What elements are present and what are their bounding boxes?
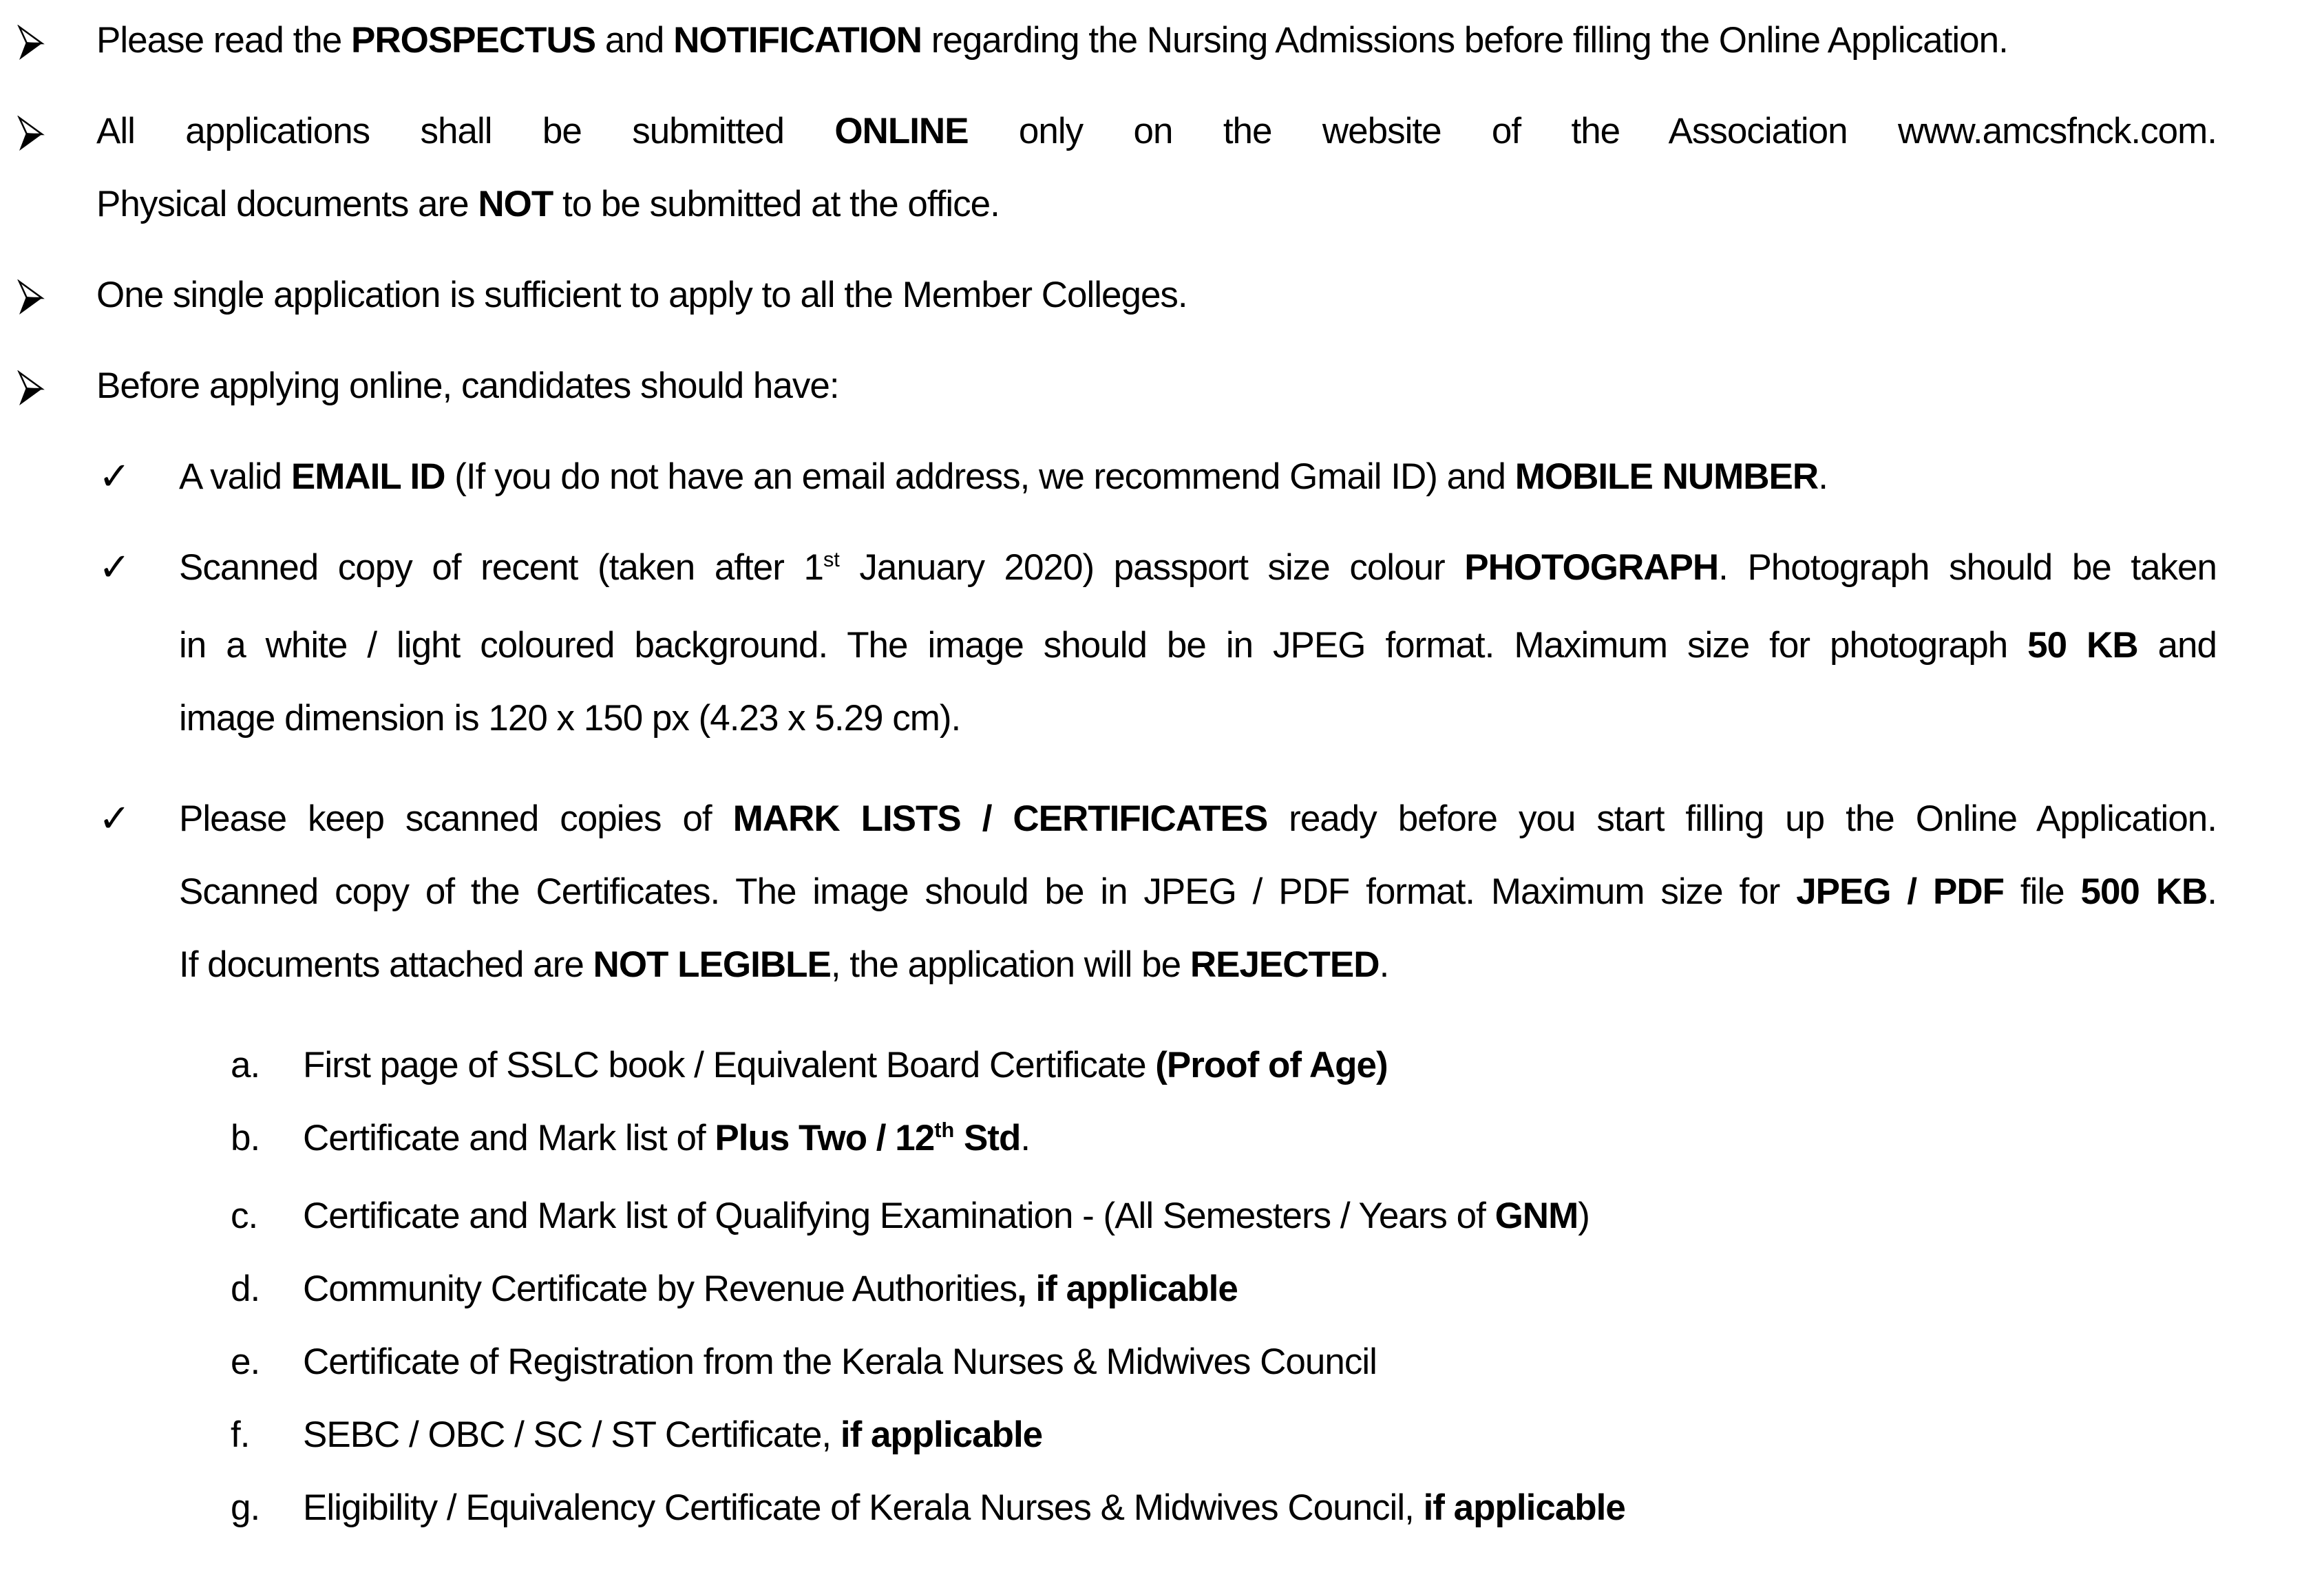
text-line — [96, 168, 2217, 241]
list-letter: g. — [231, 1487, 260, 1528]
text-run: Scanned copy of recent (taken after 1 — [179, 547, 823, 588]
text-run: If documents attached are — [179, 944, 593, 985]
text-line — [303, 1472, 2217, 1545]
list-item-c — [0, 1180, 2217, 1253]
text-line — [179, 609, 2217, 682]
text-run: . — [1020, 1118, 1031, 1158]
bold-text-run: (Proof of Age) — [1155, 1045, 1388, 1085]
text-line — [96, 350, 2217, 423]
text-run: , the application will be — [830, 944, 1190, 985]
check-bullet-icon: ✓ — [98, 796, 131, 841]
text-run: Physical documents are — [96, 184, 478, 224]
text-run: . — [1818, 456, 1828, 497]
text-run: . — [2207, 871, 2217, 912]
list-letter: e. — [231, 1341, 260, 1382]
text-run: One single application is sufficient to apply to all the Member Colleges. — [96, 275, 1187, 315]
text-run: . — [1379, 944, 1389, 985]
bold-text-run: ONLINE — [834, 111, 969, 151]
bold-text-run: 500 KB — [2080, 871, 2208, 912]
bullet-paragraph-single-application — [0, 259, 2217, 332]
text-run: Please keep scanned copies of — [179, 798, 733, 839]
text-run: Scanned copy of the Certificates. The image should be in JPEG / PDF format. Maximum size for — [179, 871, 1797, 912]
bold-text-run: MARK LISTS / CERTIFICATES — [732, 798, 1268, 839]
text-line — [303, 1326, 2217, 1399]
bullet-paragraph-online-only — [0, 95, 2217, 241]
text-line — [96, 95, 2217, 168]
list-letter: b. — [231, 1118, 260, 1158]
text-line — [96, 259, 2217, 332]
text-line — [179, 783, 2217, 856]
text-run: Certificate and Mark list of — [303, 1118, 715, 1158]
text-run: in a white / light coloured background. The image should be in JPEG format. Maximum size for photograph — [179, 625, 2028, 666]
bold-text-run: Plus Two / 12 — [715, 1118, 935, 1158]
text-line — [96, 4, 2217, 77]
bold-text-run: NOT — [478, 184, 553, 224]
text-line — [179, 441, 2217, 513]
text-line — [179, 856, 2217, 929]
bold-text-run: 50 KB — [2027, 625, 2138, 666]
bold-text-run: REJECTED — [1190, 944, 1380, 985]
text-run: image dimension is 120 x 150 px (4.23 x 5.29 cm). — [179, 698, 961, 739]
arrow-bullet-icon — [17, 116, 45, 151]
bold-text-run: EMAIL ID — [290, 456, 445, 497]
list-item-b — [0, 1102, 2217, 1180]
bold-text-run: MOBILE NUMBER — [1514, 456, 1819, 497]
bold-text-run: Std — [954, 1118, 1021, 1158]
text-run: Please read the — [96, 20, 351, 61]
arrow-bullet-icon — [17, 25, 45, 61]
text-run: Certificate and Mark list of Qualifying Examination - (All Semesters / Years of — [303, 1196, 1495, 1236]
text-run: and — [595, 20, 674, 61]
bold-text-run: NOTIFICATION — [673, 20, 922, 61]
check-bullet-icon: ✓ — [98, 545, 131, 590]
bold-text-run: GNM — [1494, 1196, 1578, 1236]
bold-text-run: if applicable — [1423, 1487, 1625, 1528]
text-line — [303, 1399, 2217, 1472]
check-item-photograph — [0, 531, 2217, 755]
list-letter: a. — [231, 1045, 260, 1085]
text-run: and — [2137, 625, 2217, 666]
bold-text-run: NOT LEGIBLE — [593, 944, 831, 985]
list-item-g — [0, 1472, 2217, 1545]
text-run: Before applying online, candidates should have: — [96, 365, 839, 406]
text-run: only on the website of the Association www.amcsfnck.com. — [968, 111, 2217, 151]
bold-text-run: th — [934, 1117, 955, 1142]
text-run: Eligibility / Equivalency Certificate of Kerala Nurses & Midwives Council, — [303, 1487, 1424, 1528]
text-run: First page of SSLC book / Equivalent Board Certificate — [303, 1045, 1156, 1085]
check-item-email-mobile — [0, 441, 2217, 513]
text-line — [303, 1180, 2217, 1253]
text-run: Certificate of Registration from the Kerala Nurses & Midwives Council — [303, 1341, 1377, 1382]
text-line — [303, 1029, 2217, 1102]
list-item-e — [0, 1326, 2217, 1399]
text-run: All applications shall be submitted — [96, 111, 835, 151]
bold-text-run: , if applicable — [1017, 1269, 1238, 1309]
text-line — [179, 682, 2217, 755]
list-item-d — [0, 1253, 2217, 1326]
bold-text-run: if applicable — [840, 1414, 1043, 1455]
bullet-paragraph-before-applying — [0, 350, 2217, 423]
text-run: A valid — [179, 456, 291, 497]
text-run: SEBC / OBC / SC / ST Certificate, — [303, 1414, 841, 1455]
check-bullet-icon: ✓ — [98, 454, 131, 499]
list-letter: c. — [231, 1196, 258, 1236]
arrow-bullet-icon — [17, 370, 45, 406]
text-line — [303, 1253, 2217, 1326]
text-run: Community Certificate by Revenue Authorities — [303, 1269, 1017, 1309]
bold-text-run: PROSPECTUS — [350, 20, 596, 61]
list-letter: d. — [231, 1269, 260, 1309]
text-run: January 2020) passport size colour — [839, 547, 1465, 588]
text-run: regarding the Nursing Admissions before filling the Online Application. — [921, 20, 2008, 61]
list-letter: f. — [231, 1414, 250, 1455]
text-run: ) — [1578, 1196, 1589, 1236]
text-line — [179, 531, 2217, 609]
text-line — [179, 929, 2217, 1001]
text-run: st — [823, 547, 840, 571]
check-item-mark-lists — [0, 783, 2217, 1001]
bold-text-run: JPEG / PDF — [1796, 871, 2005, 912]
text-run: (If you do not have an email address, we recommend Gmail ID) and — [445, 456, 1515, 497]
text-run: ready before you start filling up the Online Application. — [1267, 798, 2217, 839]
text-run: file — [2004, 871, 2081, 912]
list-item-a — [0, 1029, 2217, 1102]
arrow-bullet-icon — [17, 279, 45, 315]
list-item-f — [0, 1399, 2217, 1472]
text-line — [303, 1102, 2217, 1180]
bold-text-run: PHOTOGRAPH — [1464, 547, 1719, 588]
bullet-paragraph-read-prospectus — [0, 4, 2217, 77]
text-run: to be submitted at the office. — [553, 184, 1000, 224]
text-run: . Photograph should be taken — [1718, 547, 2217, 588]
